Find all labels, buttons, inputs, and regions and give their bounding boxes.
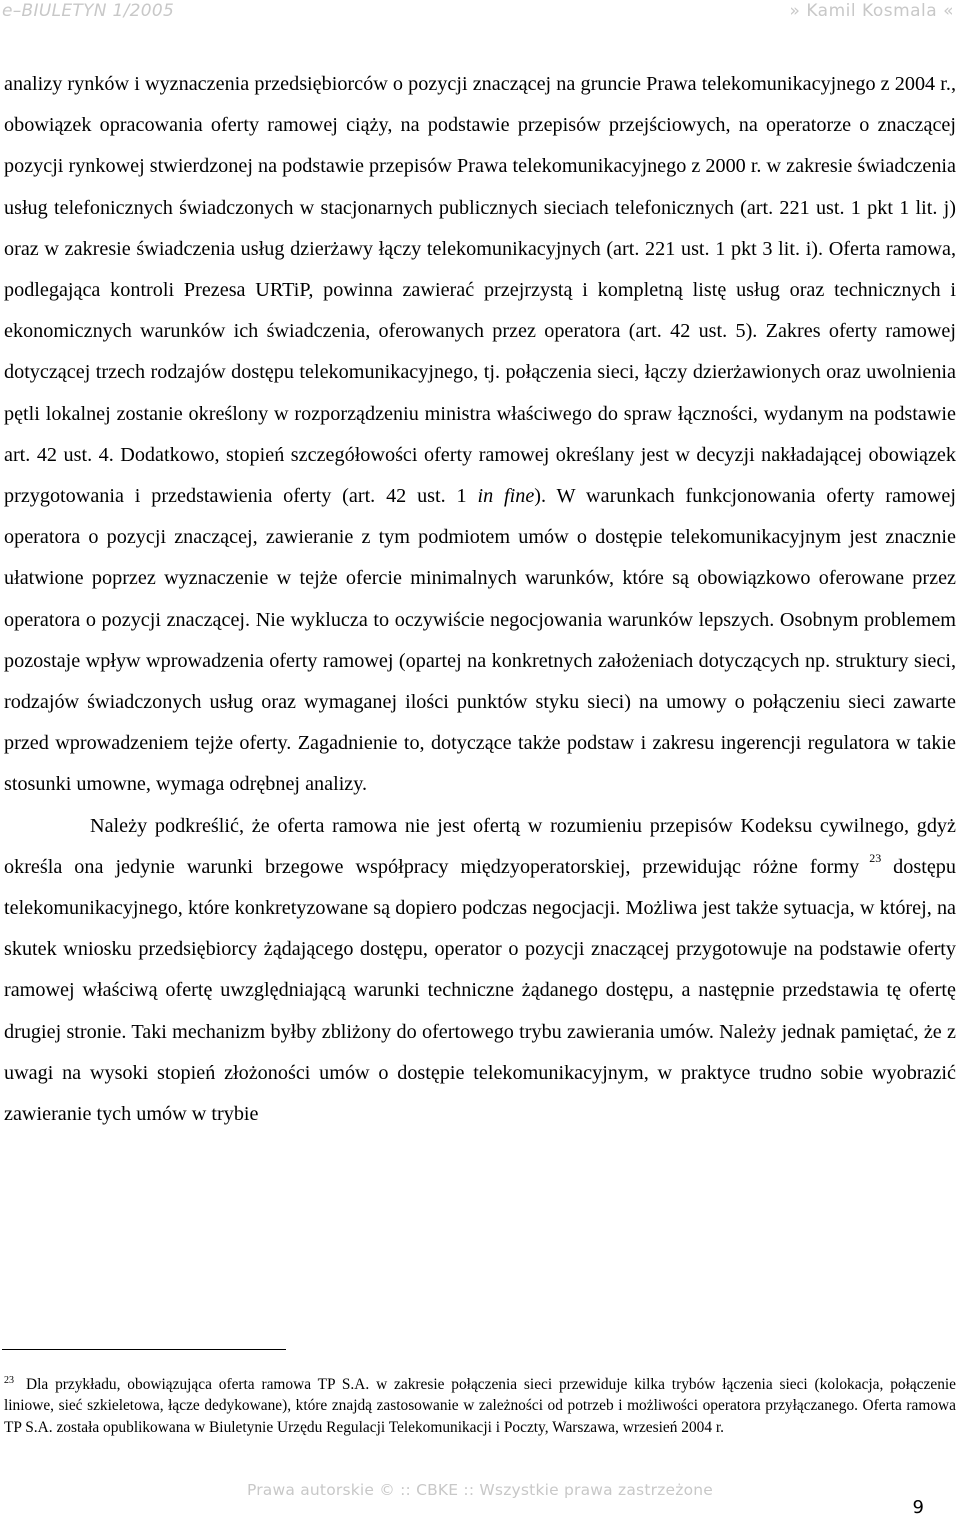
bulletin-title: e–BIULETYN 1/2005 [2,1,175,21]
paragraph-1-text-a: analizy rynków i wyznaczenia przedsiębiorców o pozycji znaczącej na gruncie Prawa telekomunikacyjnego z 2004 r., obowiązek opracowania oferty ramowej ciąży, na podstawie przepisów przejściowych, na operatorze o znaczącej pozycji rynkowej stwierdzonej na podstawie przepisów Prawa telekomunikacyjnego z 2000 r. w zakresie świadczenia usług telefonicznych świadczonych w stacjonarnych publicznych sieciach telefonicznych (art. 221 ust. 1 pkt 1 lit. j) oraz w zakresie świadczenia usług dzierżawy łączy telekomunikacyjnych (art. 221 ust. 1 pkt 3 lit. i). Oferta ramowa, podlegająca kontroli Prezesa URTiP, powinna zawierać przejrzystą i kompletną listę usług oraz technicznych i ekonomicznych warunków ich świadczenia, oferowanych przez operatora (art. 42 ust. 5). Zakres oferty ramowej dotyczącej trzech rodzajów dostępu telekomunikacyjnego, tj. połączenia sieci, łączy dzierżawionych oraz uwolnienia pętli lokalnej zostanie określony w rozporządzeniu ministra właściwego do spraw łączności, wydanym na podstawie art. 42 ust. 4. Dodatkowo, stopień szczegółowości oferty ramowej określany jest w decyzji nakładającej obowiązek przygotowania i przedstawienia oferty (art. 42 ust. 1 [4,73,956,508]
author-name: » Kamil Kosmala « [789,1,954,21]
footnote-reference[interactable]: 23 [869,851,882,866]
paragraph-1-italic: in fine [477,485,535,508]
paragraph-2-text-a: Należy podkreślić, że oferta ramowa nie jest ofertą w rozumieniu przepisów Kodeksu cywilnego, gdyż określa ona jedynie warunki brzegowe współpracy międzyoperatorskiej, przewidując różne formy [4,814,956,878]
paragraph-1 [4,64,956,806]
footnote-text: Dla przykładu, obowiązująca oferta ramowa TP S.A. w zakresie połączenia sieci przewiduje kilka trybów łączenia sieci (kolokacja, połączenie liniowe, sieć szkieletowa, łącze dedykowane), które znajdą zastosowanie w zależności od potrzeb i możliwości operatora przyłączanego. Oferta ramowa TP S.A. została opublikowana w Biuletynie Urzędu Regulacji Telekomunikacji i Poczty, Warszawa, wrzesień 2004 r. [4,1376,956,1436]
paragraph-2 [4,806,956,1136]
running-header [0,0,960,26]
copyright-notice: Prawa autorskie © :: CBKE :: Wszystkie prawa zastrzeżone [246,1481,714,1499]
page-number: 9 [912,1497,924,1518]
paragraph-1-text-b: ). W warunkach funkcjonowania oferty ramowej operatora o pozycji znaczącej, zawieranie z tym podmiotem umów o dostępie telekomunikacyjnym jest znacznie ułatwione poprzez wyznaczenie w tejże ofercie minimalnych warunków, które są obowiązkowo oferowane przez operatora o pozycji znaczącej. Nie wyklucza to oczywiście negocjowania warunków lepszych. Osobnym problemem pozostaje wpływ wprowadzenia oferty ramowej (opartej na konkretnych założeniach dotyczących np. struktury sieci, rodzajów świadczonych usług oraz wymaganej ilości punktów styku sieci) na umowy o połączeniu sieci zawarte przed wprowadzeniem tejże oferty. Zagadnienie to, dotyczące także podstaw i zakresu ingerencji regulatora w takie stosunki umowne, wymaga odrębnej analizy. [4,485,956,796]
paragraph-2-text-b: dostępu telekomunikacyjnego, które konkretyzowane są dopiero podczas negocjacji. Możliwa jest także sytuacja, w której, na skutek wniosku przedsiębiorcy żądającego dostępu, operator o pozycji znaczącej przygotowuje na podstawie oferty ramowej właściwą ofertę uwzględniającą warunki techniczne żądanego dostępu, a następnie przedstawia tę ofertę drugiej stronie. Taki mechanizm byłby zbliżony do ofertowego trybu zawierania umów. Należy jednak pamiętać, że z uwagi na wysoki stopień złożoności umów o dostępie telekomunikacyjnym, w praktyce trudno sobie wyobrazić zawieranie tych umów w trybie [4,855,956,1126]
footnote-number: 23 [4,1374,14,1386]
footnote-separator [2,1349,286,1350]
main-text [4,64,956,1135]
footnote [4,1374,956,1438]
